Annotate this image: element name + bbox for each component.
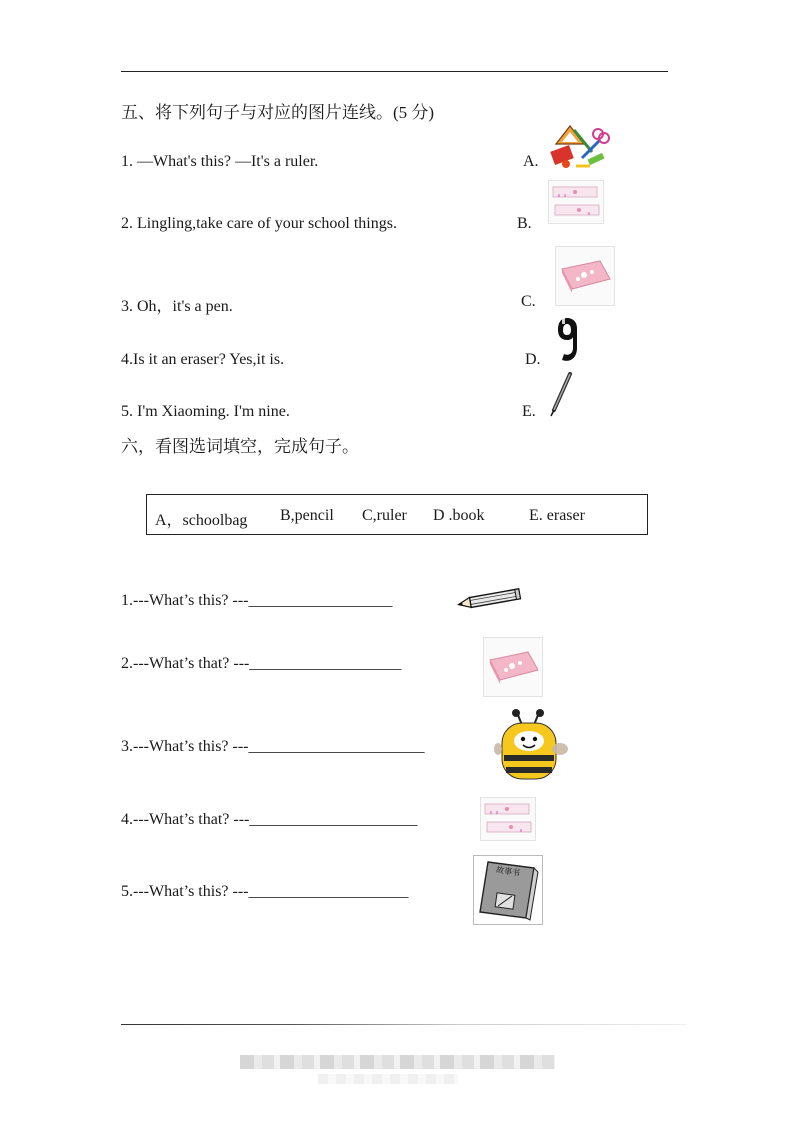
word-option-d: D .book [433,507,485,524]
match-letter-a: A. [523,153,539,170]
match-sentence-3: 3. Oh，it's a pen. [121,298,233,315]
match-letter-b: B. [517,215,532,232]
ruler-icon [480,797,536,841]
match-sentence-4: 4.Is it an eraser? Yes,it is. [121,351,285,368]
match-letter-c: C. [521,293,536,310]
bottom-rule [121,1024,686,1025]
match-letter-d: D. [525,351,541,368]
word-bank-box [146,494,648,535]
book-cover-title: 故事书 [495,865,521,878]
eraser-icon [555,246,615,306]
section6-heading: 六，看图选词填空，完成句子。 [121,437,359,456]
match-sentence-5: 5. I'm Xiaoming. I'm nine. [121,403,290,420]
word-option-e: E. eraser [529,507,585,524]
fill-question-4: 4.---What’s that? ---_____________________ [121,811,418,828]
word-option-a: A，schoolbag [155,512,248,529]
fill-question-3: 3.---What’s this? ---______________________ [121,738,425,755]
fill-question-1: 1.---What’s this? ---__________________ [121,592,393,609]
footer-watermark-sub [318,1074,458,1084]
match-letter-e: E. [522,403,536,420]
match-sentence-1: 1. —What's this? —It's a ruler. [121,153,319,170]
book-icon [473,855,543,925]
word-option-b: B,pencil [280,507,334,524]
word-option-c: C,ruler [362,507,407,524]
ruler-icon [548,180,604,224]
schoolbag-icon [494,705,572,783]
fill-question-5: 5.---What’s this? ---____________________ [121,883,409,900]
pen-icon [548,370,576,418]
footer-watermark [240,1055,555,1069]
top-rule [121,71,668,72]
school-things-icon [548,122,610,170]
eraser-icon [483,637,543,697]
match-sentence-2: 2. Lingling,take care of your school things. [121,215,397,232]
pencil-icon [456,586,524,612]
fill-question-2: 2.---What’s that? ---___________________ [121,655,402,672]
section5-heading: 五、将下列句子与对应的图片连线。(5 分) [121,103,435,122]
number-nine-icon [556,316,578,362]
